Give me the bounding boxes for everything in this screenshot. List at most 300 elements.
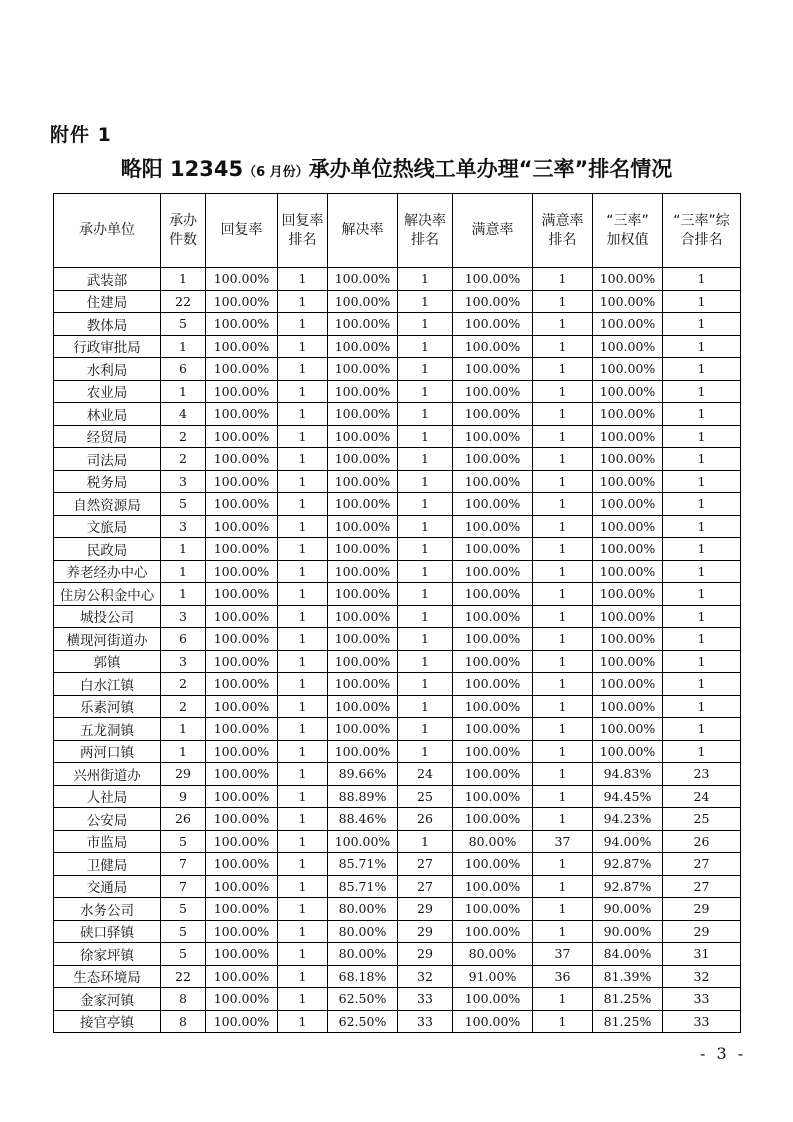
table-cell: 6 (161, 358, 206, 381)
table-cell: 1 (533, 695, 593, 718)
table-cell: 5 (161, 943, 206, 966)
table-cell: 1 (533, 290, 593, 313)
table-cell: 1 (278, 290, 328, 313)
table-cell: 5 (161, 920, 206, 943)
unit-name-cell: 公安局 (54, 808, 161, 831)
table-row (54, 470, 741, 493)
table-cell: 1 (278, 808, 328, 831)
unit-name-cell: 市监局 (54, 830, 161, 853)
table-cell: 33 (663, 988, 741, 1011)
table-cell: 85.71% (328, 875, 398, 898)
table-cell: 1 (278, 853, 328, 876)
table-cell: 1 (278, 673, 328, 696)
table-cell: 100.00% (453, 605, 533, 628)
unit-name-cell: 经贸局 (54, 425, 161, 448)
table-cell: 84.00% (593, 943, 663, 966)
table-cell: 5 (161, 493, 206, 516)
unit-name-cell: 郭镇 (54, 650, 161, 673)
table-cell: 1 (663, 740, 741, 763)
table-cell: 100.00% (593, 583, 663, 606)
table-cell: 32 (398, 965, 453, 988)
table-cell: 1 (278, 988, 328, 1011)
table-cell: 100.00% (206, 695, 278, 718)
table-row (54, 493, 741, 516)
table-cell: 100.00% (453, 493, 533, 516)
table-cell: 1 (278, 898, 328, 921)
unit-name-cell: 乐素河镇 (54, 695, 161, 718)
table-row (54, 943, 741, 966)
table-cell: 1 (398, 470, 453, 493)
table-cell: 100.00% (328, 335, 398, 358)
table-cell: 1 (533, 268, 593, 291)
column-header-line: “三率”综 (673, 212, 730, 229)
table-cell: 100.00% (328, 628, 398, 651)
table-cell: 100.00% (328, 538, 398, 561)
table-cell: 2 (161, 448, 206, 471)
table-cell: 100.00% (206, 335, 278, 358)
unit-name-cell: 金家河镇 (54, 988, 161, 1011)
table-cell: 1 (398, 583, 453, 606)
table-cell: 100.00% (328, 470, 398, 493)
table-cell: 1 (663, 493, 741, 516)
table-cell: 100.00% (206, 673, 278, 696)
column-header (533, 194, 593, 268)
table-cell: 100.00% (206, 718, 278, 741)
table-cell: 1 (533, 628, 593, 651)
column-header (453, 194, 533, 268)
table-cell: 1 (663, 380, 741, 403)
table-cell: 1 (663, 605, 741, 628)
table-body (54, 268, 741, 1033)
table-cell: 100.00% (206, 380, 278, 403)
table-cell: 100.00% (206, 538, 278, 561)
column-header-line: 合排名 (680, 231, 723, 248)
table-row (54, 335, 741, 358)
table-cell: 5 (161, 898, 206, 921)
table-cell: 1 (533, 335, 593, 358)
table-row (54, 583, 741, 606)
table-row (54, 538, 741, 561)
table-cell: 1 (278, 650, 328, 673)
table-cell: 1 (161, 583, 206, 606)
table-cell: 100.00% (453, 763, 533, 786)
table-cell: 1 (278, 1010, 328, 1033)
unit-name-cell: 白水江镇 (54, 673, 161, 696)
unit-name-cell: 横现河街道办 (54, 628, 161, 651)
table-cell: 100.00% (328, 313, 398, 336)
table-cell: 1 (663, 268, 741, 291)
table-cell: 100.00% (206, 875, 278, 898)
table-cell: 32 (663, 965, 741, 988)
table-cell: 100.00% (328, 358, 398, 381)
table-cell: 100.00% (593, 605, 663, 628)
table-cell: 1 (398, 313, 453, 336)
table-cell: 100.00% (328, 268, 398, 291)
table-cell: 1 (663, 538, 741, 561)
column-header (663, 194, 741, 268)
table-cell: 27 (663, 875, 741, 898)
unit-name-cell: 民政局 (54, 538, 161, 561)
table-cell: 100.00% (453, 538, 533, 561)
table-cell: 100.00% (453, 673, 533, 696)
table-row (54, 380, 741, 403)
ranking-table (53, 193, 741, 1033)
table-cell: 1 (533, 448, 593, 471)
table-cell: 100.00% (328, 560, 398, 583)
table-cell: 1 (533, 403, 593, 426)
table-cell: 100.00% (206, 943, 278, 966)
table-cell: 100.00% (593, 515, 663, 538)
column-header (54, 194, 161, 268)
table-cell: 100.00% (453, 560, 533, 583)
table-cell: 1 (663, 515, 741, 538)
table-cell: 1 (398, 403, 453, 426)
page-title (0, 153, 793, 183)
table-cell: 1 (398, 650, 453, 673)
table-cell: 1 (663, 560, 741, 583)
table-cell: 1 (663, 335, 741, 358)
table-cell: 1 (278, 313, 328, 336)
table-cell: 100.00% (593, 358, 663, 381)
table-cell: 100.00% (593, 313, 663, 336)
table-cell: 25 (398, 785, 453, 808)
table-row (54, 403, 741, 426)
table-cell: 1 (278, 470, 328, 493)
table-cell: 1 (533, 470, 593, 493)
table-cell: 1 (663, 628, 741, 651)
table-cell: 25 (663, 808, 741, 831)
table-cell: 1 (533, 515, 593, 538)
table-cell: 1 (533, 1010, 593, 1033)
table-cell: 100.00% (206, 920, 278, 943)
table-cell: 100.00% (328, 830, 398, 853)
table-cell: 1 (533, 785, 593, 808)
table-cell: 100.00% (328, 695, 398, 718)
table-cell: 1 (398, 740, 453, 763)
unit-name-cell: 水利局 (54, 358, 161, 381)
table-cell: 1 (398, 515, 453, 538)
table-cell: 1 (278, 515, 328, 538)
table-cell: 100.00% (593, 335, 663, 358)
column-header-line: 排名 (411, 231, 439, 248)
attachment-label: 附件 1 (50, 124, 112, 146)
table-cell: 100.00% (593, 695, 663, 718)
unit-name-cell: 接官亭镇 (54, 1010, 161, 1033)
table-cell: 1 (161, 718, 206, 741)
table-cell: 100.00% (593, 448, 663, 471)
column-header-line: 承办单位 (79, 222, 135, 238)
column-header-line: 解决率 (404, 212, 446, 229)
table-cell: 36 (533, 965, 593, 988)
table-cell: 31 (663, 943, 741, 966)
table-cell: 100.00% (453, 740, 533, 763)
table-cell: 1 (278, 358, 328, 381)
column-header-line: 加权值 (606, 231, 649, 248)
table-cell: 1 (533, 673, 593, 696)
table-row (54, 605, 741, 628)
table-cell: 100.00% (453, 1010, 533, 1033)
table-cell: 1 (278, 448, 328, 471)
table-cell: 33 (398, 988, 453, 1011)
unit-name-cell: 林业局 (54, 403, 161, 426)
table-cell: 6 (161, 628, 206, 651)
table-cell: 1 (278, 740, 328, 763)
table-cell: 2 (161, 673, 206, 696)
table-cell: 2 (161, 695, 206, 718)
table-row (54, 875, 741, 898)
table-cell: 1 (278, 785, 328, 808)
table-cell: 100.00% (453, 695, 533, 718)
table-row (54, 808, 741, 831)
table-row (54, 515, 741, 538)
table-cell: 1 (161, 335, 206, 358)
table-cell: 100.00% (206, 560, 278, 583)
table-cell: 33 (398, 1010, 453, 1033)
table-cell: 29 (398, 920, 453, 943)
table-cell: 1 (533, 538, 593, 561)
table-cell: 1 (533, 605, 593, 628)
table-cell: 100.00% (453, 628, 533, 651)
table-cell: 1 (533, 650, 593, 673)
table-cell: 1 (161, 380, 206, 403)
table-cell: 1 (533, 718, 593, 741)
table-cell: 26 (398, 808, 453, 831)
table-cell: 100.00% (206, 403, 278, 426)
table-row (54, 763, 741, 786)
table-cell: 1 (663, 718, 741, 741)
table-cell: 100.00% (593, 380, 663, 403)
unit-name-cell: 兴州街道办 (54, 763, 161, 786)
table-cell: 3 (161, 470, 206, 493)
table-cell: 29 (161, 763, 206, 786)
unit-name-cell: 文旅局 (54, 515, 161, 538)
unit-name-cell: 水务公司 (54, 898, 161, 921)
table-cell: 1 (398, 673, 453, 696)
table-cell: 100.00% (593, 425, 663, 448)
unit-name-cell: 司法局 (54, 448, 161, 471)
table-cell: 1 (278, 965, 328, 988)
table-cell: 100.00% (328, 403, 398, 426)
unit-name-cell: 硖口驿镇 (54, 920, 161, 943)
table-cell: 1 (533, 898, 593, 921)
table-cell: 62.50% (328, 988, 398, 1011)
table-cell: 85.71% (328, 853, 398, 876)
table-cell: 100.00% (206, 965, 278, 988)
table-cell: 1 (398, 290, 453, 313)
table-row (54, 628, 741, 651)
table-cell: 1 (663, 290, 741, 313)
table-cell: 3 (161, 605, 206, 628)
column-header-line: 解决率 (341, 222, 384, 238)
table-cell: 100.00% (453, 290, 533, 313)
table-cell: 1 (533, 853, 593, 876)
table-cell: 100.00% (206, 853, 278, 876)
table-cell: 1 (663, 695, 741, 718)
unit-name-cell: 交通局 (54, 875, 161, 898)
table-cell: 100.00% (453, 853, 533, 876)
table-cell: 62.50% (328, 1010, 398, 1033)
table-cell: 1 (278, 695, 328, 718)
table-cell: 1 (278, 538, 328, 561)
table-cell: 1 (278, 268, 328, 291)
table-cell: 91.00% (453, 965, 533, 988)
table-cell: 100.00% (206, 628, 278, 651)
table-cell: 1 (278, 943, 328, 966)
table-cell: 5 (161, 313, 206, 336)
table-cell: 1 (533, 808, 593, 831)
table-cell: 80.00% (328, 920, 398, 943)
table-cell: 1 (533, 583, 593, 606)
table-cell: 1 (533, 358, 593, 381)
table-cell: 1 (398, 493, 453, 516)
table-cell: 22 (161, 290, 206, 313)
table-cell: 37 (533, 830, 593, 853)
table-cell: 100.00% (328, 673, 398, 696)
table-cell: 1 (161, 268, 206, 291)
unit-name-cell: 农业局 (54, 380, 161, 403)
unit-name-cell: 两河口镇 (54, 740, 161, 763)
table-cell: 100.00% (328, 605, 398, 628)
table-cell: 1 (398, 380, 453, 403)
table-cell: 90.00% (593, 920, 663, 943)
table-cell: 100.00% (593, 268, 663, 291)
table-cell: 1 (533, 380, 593, 403)
table-cell: 100.00% (453, 448, 533, 471)
table-cell: 100.00% (453, 898, 533, 921)
table-cell: 100.00% (453, 470, 533, 493)
table-cell: 100.00% (206, 268, 278, 291)
table-cell: 100.00% (593, 538, 663, 561)
table-header-row (54, 194, 741, 268)
table-cell: 1 (278, 560, 328, 583)
table-cell: 100.00% (328, 448, 398, 471)
table-cell: 100.00% (593, 650, 663, 673)
table-cell: 94.45% (593, 785, 663, 808)
table-cell: 89.66% (328, 763, 398, 786)
table-cell: 1 (533, 875, 593, 898)
column-header-line: 满意率 (471, 222, 514, 238)
table-cell: 100.00% (206, 313, 278, 336)
table-cell: 1 (278, 493, 328, 516)
table-row (54, 988, 741, 1011)
column-header (398, 194, 453, 268)
table-cell: 27 (398, 875, 453, 898)
table-cell: 94.00% (593, 830, 663, 853)
table-cell: 100.00% (206, 740, 278, 763)
table-cell: 80.00% (328, 898, 398, 921)
table-cell: 68.18% (328, 965, 398, 988)
table-cell: 100.00% (206, 448, 278, 471)
table-row (54, 448, 741, 471)
table-cell: 1 (278, 403, 328, 426)
table-cell: 1 (398, 560, 453, 583)
table-cell: 88.46% (328, 808, 398, 831)
unit-name-cell: 教体局 (54, 313, 161, 336)
table-cell: 100.00% (206, 650, 278, 673)
table-cell: 100.00% (206, 785, 278, 808)
table-cell: 5 (161, 830, 206, 853)
table-cell: 1 (398, 538, 453, 561)
table-cell: 100.00% (206, 583, 278, 606)
title-prefix: 略阳 12345 (120, 157, 244, 181)
table-cell: 3 (161, 515, 206, 538)
table-cell: 100.00% (328, 493, 398, 516)
table-row (54, 898, 741, 921)
table-cell: 100.00% (328, 380, 398, 403)
table-cell: 100.00% (453, 650, 533, 673)
table-cell: 92.87% (593, 875, 663, 898)
table-cell: 100.00% (453, 268, 533, 291)
table-cell: 94.23% (593, 808, 663, 831)
column-header (278, 194, 328, 268)
table-row (54, 965, 741, 988)
table-cell: 100.00% (453, 718, 533, 741)
table-cell: 1 (663, 313, 741, 336)
table-cell: 1 (278, 920, 328, 943)
table-cell: 100.00% (453, 808, 533, 831)
table-row (54, 560, 741, 583)
table-cell: 1 (533, 920, 593, 943)
table-cell: 1 (533, 493, 593, 516)
column-header-line: 回复率 (220, 222, 263, 238)
table-cell: 1 (398, 358, 453, 381)
table-cell: 100.00% (328, 515, 398, 538)
table-cell: 1 (663, 403, 741, 426)
column-header (206, 194, 278, 268)
table-cell: 100.00% (593, 560, 663, 583)
table-cell: 100.00% (593, 628, 663, 651)
table-cell: 29 (398, 943, 453, 966)
table-cell: 26 (663, 830, 741, 853)
unit-name-cell: 生态环境局 (54, 965, 161, 988)
table-cell: 100.00% (453, 425, 533, 448)
table-cell: 1 (278, 380, 328, 403)
table-cell: 100.00% (328, 425, 398, 448)
table-cell: 100.00% (206, 1010, 278, 1033)
table-cell: 100.00% (206, 425, 278, 448)
unit-name-cell: 城投公司 (54, 605, 161, 628)
table-cell: 1 (278, 628, 328, 651)
table-cell: 1 (278, 875, 328, 898)
table-cell: 100.00% (206, 358, 278, 381)
unit-name-cell: 徐家坪镇 (54, 943, 161, 966)
table-cell: 1 (398, 718, 453, 741)
table-cell: 24 (398, 763, 453, 786)
table-cell: 1 (533, 425, 593, 448)
column-header (593, 194, 663, 268)
table-cell: 94.83% (593, 763, 663, 786)
table-row (54, 1010, 741, 1033)
table-cell: 1 (398, 335, 453, 358)
table-cell: 100.00% (453, 313, 533, 336)
table-row (54, 268, 741, 291)
table-cell: 100.00% (328, 740, 398, 763)
unit-name-cell: 住建局 (54, 290, 161, 313)
table-cell: 100.00% (206, 470, 278, 493)
table-cell: 1 (533, 988, 593, 1011)
table-cell: 1 (663, 673, 741, 696)
table-cell: 100.00% (593, 403, 663, 426)
column-header-line: 排名 (288, 231, 317, 248)
table-cell: 100.00% (206, 605, 278, 628)
page-number: - 3 - (700, 1044, 747, 1063)
column-header-line: 件数 (169, 231, 197, 248)
table-cell: 100.00% (206, 898, 278, 921)
table-cell: 100.00% (328, 650, 398, 673)
table-row (54, 853, 741, 876)
table-row (54, 313, 741, 336)
column-header-line: 回复率 (281, 212, 324, 229)
